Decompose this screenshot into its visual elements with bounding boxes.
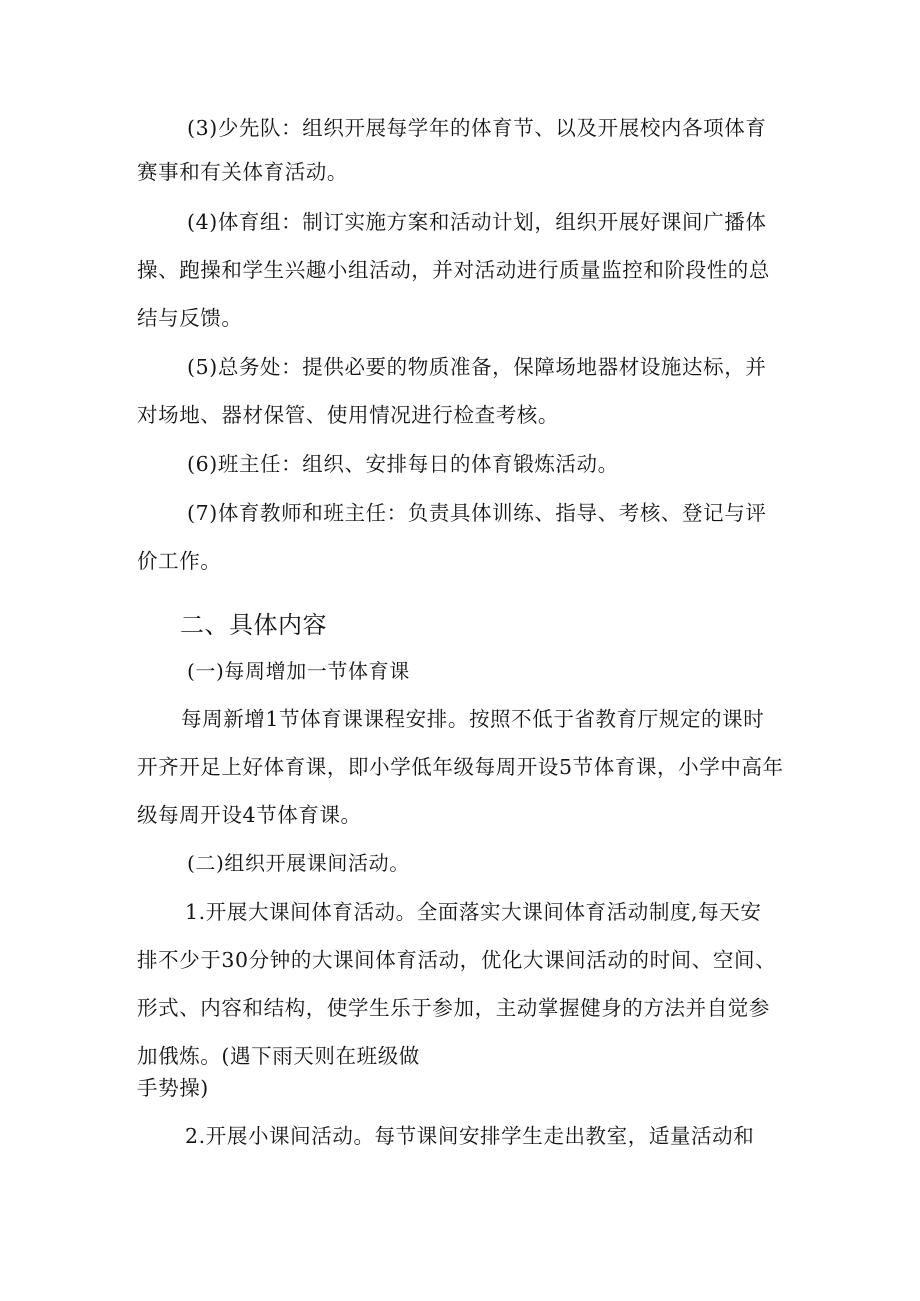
paragraph-line: 结与反馈。	[137, 306, 243, 330]
paragraph-line: (3)少先队：组织开展每学年的体育节、以及开展校内各项体育	[187, 116, 767, 140]
subsection-heading: (二)组织开展课间活动。	[187, 851, 410, 875]
paragraph-line: 2.开展小课间活动。每节课间安排学生走出教室，适量活动和	[185, 1124, 755, 1148]
paragraph-line: 级每周开设4节体育课。	[137, 803, 362, 827]
paragraph-line: 手势操)	[137, 1076, 209, 1100]
paragraph-line: 赛事和有关体育活动。	[137, 160, 348, 184]
paragraph-line: (4)体育组：制订实施方案和活动计划，组织开展好课间广播体	[187, 210, 767, 234]
paragraph-line: 操、跑操和学生兴趣小组活动，并对活动进行质量监控和阶段性的总	[137, 258, 770, 282]
paragraph-line: 1.开展大课间体育活动。全面落实大课间体育活动制度,每天安	[185, 900, 762, 924]
paragraph-line: 排不少于30分钟的大课间体育活动，优化大课间活动的时间、空间、	[137, 948, 777, 972]
paragraph-line: 形式、内容和结构，使学生乐于参加，主动掌握健身的方法并自觉参	[137, 996, 770, 1020]
paragraph-line: 加俄炼。(遇下雨天则在班级做	[137, 1044, 420, 1068]
paragraph-line: 开齐开足上好体育课，即小学低年级每周开设5节体育课，小学中高年	[137, 755, 784, 779]
paragraph-line: 对场地、器材保管、使用情况进行检查考核。	[137, 403, 559, 427]
paragraph-line: 价工作。	[137, 549, 222, 573]
section-heading: 二、具体内容	[180, 611, 327, 639]
paragraph-line: 每周新增1节体育课课程安排。按照不低于省教育厅规定的课时	[181, 707, 765, 731]
paragraph-line: (7)体育教师和班主任：负责具体训练、指导、考核、登记与评	[187, 501, 767, 525]
subsection-heading: (一)每周增加一节体育课	[187, 659, 410, 683]
paragraph-line: (5)总务处：提供必要的物质准备，保障场地器材设施达标，并	[187, 355, 767, 379]
paragraph-line: (6)班主任：组织、安排每日的体育锻炼活动。	[187, 452, 619, 476]
